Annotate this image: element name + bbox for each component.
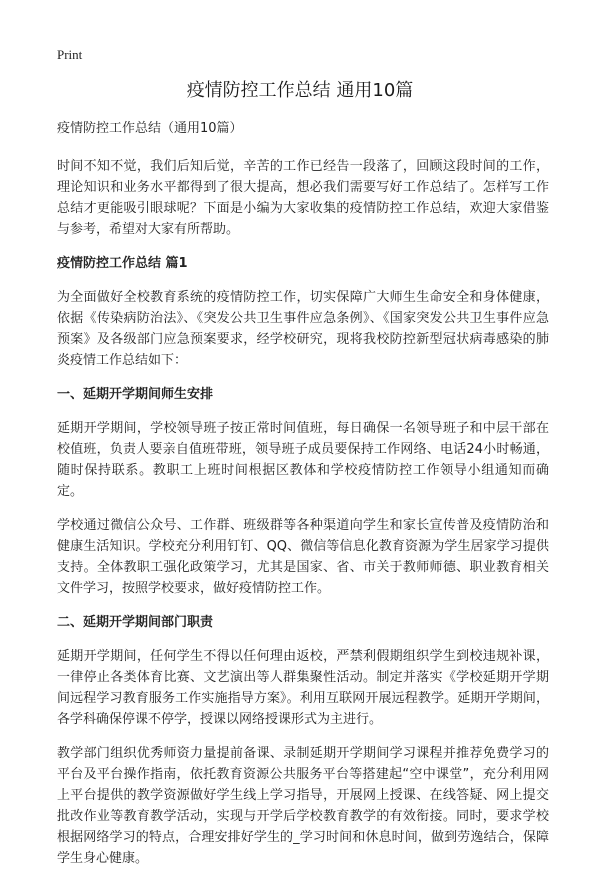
article-intro-paragraph: 为全面做好全校教育系统的疫情防控工作，切实保障广大师生生命安全和身体健康，依据《传染病防治法》、《突发公共卫生事件应急条例》、《国家突发公共卫生事件应急预案》及各级部门应急预案要求，经学校研究，现将我校防控新型冠状病毒感染的肺炎疫情工作总结如下： bbox=[57, 290, 549, 368]
section-heading-1: 一、延期开学期间师生安排 bbox=[57, 387, 214, 402]
section-heading-2: 二、延期开学期间部门职责 bbox=[57, 615, 214, 630]
intro-paragraph: 时间不知不觉，我们后知后觉，辛苦的工作已经告一段落了，回顾这段时间的工作，理论知识和业务水平都得到了很大提高，想必我们需要写好工作总结了。怎样写工作总结才更能吸引眼球呢？下面是小编为大家收集的疫情防控工作总结，欢迎大家借鉴与参考，希望对大家有所帮助。 bbox=[57, 159, 549, 237]
document-subtitle: 疫情防控工作总结（通用10篇） bbox=[57, 121, 243, 136]
section2-paragraph-2: 教学部门组织优秀师资力量提前备课、录制延期开学期间学习课程并推荐免费学习的平台及平台操作指南，依托教育资源公共服务平台等搭建起“空中课堂”，充分利用网上平台提供的教学资源做好学生线上学习指导，开展网上授课、在线答疑、网上提交批改作业等教育教学活动，实现与开学后学校教育教学的有效衔接。同时，要求学校根据网络学习的特点，合理安排好学生的_学习时间和休息时间，做到劳逸结合，保障学生身心健康。 bbox=[57, 746, 549, 866]
article-heading: 疫情防控工作总结 篇1 bbox=[57, 256, 188, 271]
page-title: 疫情防控工作总结 通用10篇 bbox=[186, 80, 414, 101]
section1-paragraph-1: 延期开学期间，学校领导班子按正常时间值班，每日确保一名领导班子和中层干部在校值班，负责人要亲自值班带班，领导班子成员要保持工作网络、电话24小时畅通，随时保持联系。教职工上班时间根据区教体和学校疫情防控工作领导小组通知而确定。 bbox=[57, 421, 549, 499]
section2-paragraph-1: 延期开学期间，任何学生不得以任何理由返校，严禁利假期组织学生到校违规补课，一律停止各类体育比赛、文艺演出等人群集聚性活动。制定并落实《学校延期开学期间远程学习教育服务工作实施指导方案》。利用互联网开展远程教学。延期开学期间，各学科确保停课不停学，授课以网络授课形式为主进行。 bbox=[57, 649, 549, 727]
article-body bbox=[57, 118, 549, 882]
section1-paragraph-2: 学校通过微信公众号、工作群、班级群等各种渠道向学生和家长宣传普及疫情防治和健康生活知识。学校充分利用钉钉、QQ、微信等信息化教育资源为学生居家学习提供支持。全体教职工强化政策学习，尤其是国家、省、市关于教师师德、职业教育相关文件学习，按照学校要求，做好疫情防控工作。 bbox=[57, 518, 549, 596]
print-link[interactable]: Print bbox=[57, 47, 83, 62]
